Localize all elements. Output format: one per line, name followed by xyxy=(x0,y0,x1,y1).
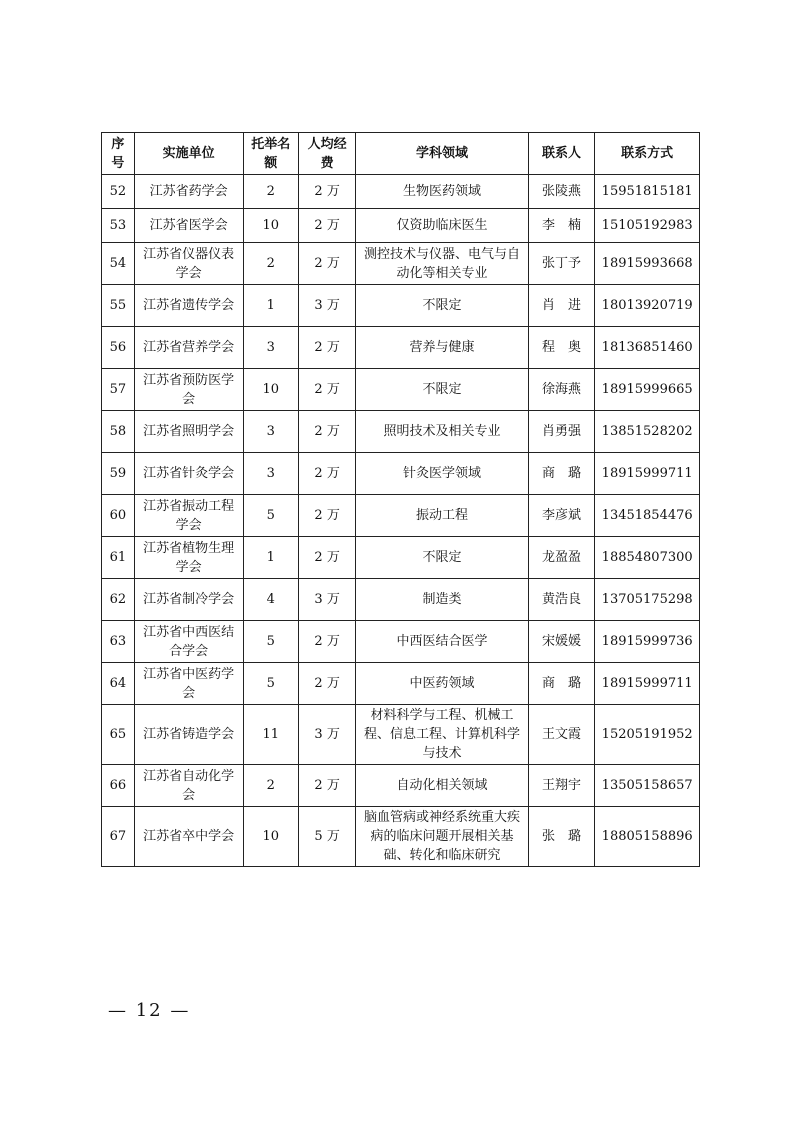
cell-seq: 67 xyxy=(102,807,135,867)
cell-funding: 3 万 xyxy=(298,705,355,765)
cell-quota: 5 xyxy=(243,663,298,705)
cell-seq: 57 xyxy=(102,369,135,411)
cell-field: 测控技术与仪器、电气与自动化等相关专业 xyxy=(356,243,528,285)
cell-quota: 3 xyxy=(243,327,298,369)
cell-unit: 江苏省铸造学会 xyxy=(134,705,243,765)
page-number: — 12 — xyxy=(108,1000,191,1021)
cell-seq: 64 xyxy=(102,663,135,705)
cell-contact: 商 璐 xyxy=(528,663,595,705)
table-row xyxy=(102,705,700,765)
cell-unit: 江苏省植物生理学会 xyxy=(134,537,243,579)
cell-funding: 2 万 xyxy=(298,411,355,453)
cell-unit: 江苏省遗传学会 xyxy=(134,285,243,327)
cell-quota: 10 xyxy=(243,807,298,867)
cell-contact: 肖勇强 xyxy=(528,411,595,453)
cell-funding: 2 万 xyxy=(298,209,355,243)
cell-contact: 张 璐 xyxy=(528,807,595,867)
cell-phone: 18805158896 xyxy=(595,807,700,867)
cell-unit: 江苏省照明学会 xyxy=(134,411,243,453)
cell-field: 不限定 xyxy=(356,285,528,327)
cell-unit: 江苏省营养学会 xyxy=(134,327,243,369)
cell-contact: 肖 进 xyxy=(528,285,595,327)
table-body xyxy=(102,175,700,867)
cell-phone: 18915999736 xyxy=(595,621,700,663)
cell-phone: 18854807300 xyxy=(595,537,700,579)
cell-unit: 江苏省制冷学会 xyxy=(134,579,243,621)
cell-funding: 2 万 xyxy=(298,765,355,807)
cell-field: 自动化相关领域 xyxy=(356,765,528,807)
header-seq: 序号 xyxy=(102,133,135,175)
cell-quota: 1 xyxy=(243,285,298,327)
cell-seq: 54 xyxy=(102,243,135,285)
cell-unit: 江苏省卒中学会 xyxy=(134,807,243,867)
cell-quota: 4 xyxy=(243,579,298,621)
cell-unit: 江苏省仪器仪表学会 xyxy=(134,243,243,285)
cell-phone: 18915999711 xyxy=(595,663,700,705)
header-contact: 联系人 xyxy=(528,133,595,175)
cell-phone: 18013920719 xyxy=(595,285,700,327)
table-row xyxy=(102,765,700,807)
cell-seq: 66 xyxy=(102,765,135,807)
cell-field: 不限定 xyxy=(356,369,528,411)
table-row xyxy=(102,453,700,495)
cell-quota: 10 xyxy=(243,209,298,243)
header-unit: 实施单位 xyxy=(134,133,243,175)
cell-contact: 程 奥 xyxy=(528,327,595,369)
cell-quota: 1 xyxy=(243,537,298,579)
cell-seq: 63 xyxy=(102,621,135,663)
cell-funding: 2 万 xyxy=(298,243,355,285)
cell-field: 脑血管病或神经系统重大疾病的临床问题开展相关基础、转化和临床研究 xyxy=(356,807,528,867)
cell-field: 针灸医学领域 xyxy=(356,453,528,495)
cell-seq: 65 xyxy=(102,705,135,765)
cell-field: 振动工程 xyxy=(356,495,528,537)
cell-seq: 60 xyxy=(102,495,135,537)
cell-quota: 11 xyxy=(243,705,298,765)
cell-phone: 18915999665 xyxy=(595,369,700,411)
cell-contact: 宋媛媛 xyxy=(528,621,595,663)
cell-seq: 56 xyxy=(102,327,135,369)
cell-funding: 5 万 xyxy=(298,807,355,867)
cell-quota: 10 xyxy=(243,369,298,411)
cell-unit: 江苏省自动化学会 xyxy=(134,765,243,807)
cell-unit: 江苏省医学会 xyxy=(134,209,243,243)
cell-seq: 59 xyxy=(102,453,135,495)
cell-funding: 2 万 xyxy=(298,621,355,663)
cell-field: 中医药领域 xyxy=(356,663,528,705)
cell-contact: 张丁予 xyxy=(528,243,595,285)
cell-contact: 王文霞 xyxy=(528,705,595,765)
cell-field: 生物医药领域 xyxy=(356,175,528,209)
cell-field: 中西医结合医学 xyxy=(356,621,528,663)
cell-funding: 3 万 xyxy=(298,285,355,327)
cell-field: 照明技术及相关专业 xyxy=(356,411,528,453)
cell-contact: 龙盈盈 xyxy=(528,537,595,579)
cell-quota: 3 xyxy=(243,453,298,495)
cell-field: 营养与健康 xyxy=(356,327,528,369)
table-row xyxy=(102,537,700,579)
cell-funding: 2 万 xyxy=(298,369,355,411)
cell-unit: 江苏省中医药学会 xyxy=(134,663,243,705)
cell-seq: 53 xyxy=(102,209,135,243)
header-funding: 人均经费 xyxy=(298,133,355,175)
cell-field: 材料科学与工程、机械工程、信息工程、计算机科学与技术 xyxy=(356,705,528,765)
cell-phone: 15105192983 xyxy=(595,209,700,243)
cell-field: 制造类 xyxy=(356,579,528,621)
table-row xyxy=(102,807,700,867)
cell-unit: 江苏省中西医结合学会 xyxy=(134,621,243,663)
table-header-row xyxy=(102,133,700,175)
cell-funding: 3 万 xyxy=(298,579,355,621)
cell-funding: 2 万 xyxy=(298,175,355,209)
cell-funding: 2 万 xyxy=(298,537,355,579)
cell-unit: 江苏省振动工程学会 xyxy=(134,495,243,537)
cell-phone: 18915999711 xyxy=(595,453,700,495)
cell-unit: 江苏省预防医学会 xyxy=(134,369,243,411)
header-phone: 联系方式 xyxy=(595,133,700,175)
cell-phone: 13851528202 xyxy=(595,411,700,453)
cell-quota: 5 xyxy=(243,621,298,663)
cell-contact: 黄浩良 xyxy=(528,579,595,621)
cell-phone: 15205191952 xyxy=(595,705,700,765)
cell-quota: 3 xyxy=(243,411,298,453)
cell-funding: 2 万 xyxy=(298,327,355,369)
cell-contact: 李彦斌 xyxy=(528,495,595,537)
cell-phone: 13451854476 xyxy=(595,495,700,537)
cell-phone: 15951815181 xyxy=(595,175,700,209)
cell-phone: 18915993668 xyxy=(595,243,700,285)
cell-contact: 张陵燕 xyxy=(528,175,595,209)
cell-contact: 徐海燕 xyxy=(528,369,595,411)
table-row xyxy=(102,285,700,327)
cell-quota: 5 xyxy=(243,495,298,537)
cell-funding: 2 万 xyxy=(298,495,355,537)
cell-unit: 江苏省针灸学会 xyxy=(134,453,243,495)
table-row xyxy=(102,327,700,369)
table-row xyxy=(102,621,700,663)
cell-funding: 2 万 xyxy=(298,453,355,495)
cell-contact: 李 楠 xyxy=(528,209,595,243)
table-row xyxy=(102,579,700,621)
table-row xyxy=(102,411,700,453)
cell-phone: 18136851460 xyxy=(595,327,700,369)
cell-seq: 58 xyxy=(102,411,135,453)
cell-seq: 61 xyxy=(102,537,135,579)
cell-contact: 王翔宇 xyxy=(528,765,595,807)
cell-unit: 江苏省药学会 xyxy=(134,175,243,209)
cell-funding: 2 万 xyxy=(298,663,355,705)
cell-seq: 62 xyxy=(102,579,135,621)
cell-seq: 55 xyxy=(102,285,135,327)
cell-phone: 13705175298 xyxy=(595,579,700,621)
cell-quota: 2 xyxy=(243,175,298,209)
table-row xyxy=(102,663,700,705)
cell-quota: 2 xyxy=(243,765,298,807)
table-row xyxy=(102,243,700,285)
cell-field: 不限定 xyxy=(356,537,528,579)
cell-field: 仅资助临床医生 xyxy=(356,209,528,243)
table-row xyxy=(102,209,700,243)
cell-phone: 13505158657 xyxy=(595,765,700,807)
cell-quota: 2 xyxy=(243,243,298,285)
funding-table xyxy=(101,132,700,867)
table-row xyxy=(102,175,700,209)
header-quota: 托举名额 xyxy=(243,133,298,175)
table-row xyxy=(102,369,700,411)
table-row xyxy=(102,495,700,537)
cell-seq: 52 xyxy=(102,175,135,209)
cell-contact: 商 璐 xyxy=(528,453,595,495)
header-field: 学科领域 xyxy=(356,133,528,175)
